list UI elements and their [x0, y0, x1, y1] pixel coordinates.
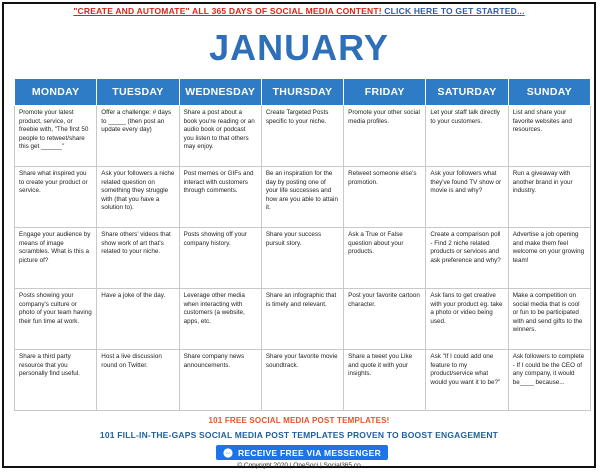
day-header-wednesday: WEDNESDAY — [179, 79, 261, 106]
calendar-cell: Ask your followers what they've found TV show or movie is and why? — [426, 167, 508, 228]
calendar-week-row — [15, 167, 591, 228]
copyright-text: © Copyright 2020 | OneSoci | Social365.co — [237, 462, 361, 469]
day-header-saturday: SATURDAY — [426, 79, 508, 106]
calendar-cell: Share a post about a book you're reading or an audio book or podcast you listen to that others may enjoy. — [179, 106, 261, 167]
calendar-cell: Host a live discussion round on Twitter. — [97, 350, 179, 411]
promo-headline: 101 FREE SOCIAL MEDIA POST TEMPLATES! — [208, 416, 390, 425]
calendar-cell: Ask your followers a niche related question on something they struggle with (that you have a solution to). — [97, 167, 179, 228]
receive-via-messenger-button[interactable] — [216, 445, 388, 460]
calendar-week-row — [15, 228, 591, 289]
calendar-cell: Promote your other social media profiles. — [344, 106, 426, 167]
cta-label: RECEIVE FREE VIA MESSENGER — [237, 447, 382, 458]
calendar-cell: Create Targeted Posts specific to your niche. — [261, 106, 343, 167]
day-header-thursday: THURSDAY — [261, 79, 343, 106]
calendar-week-row — [15, 350, 591, 411]
calendar-cell: Advertise a job opening and make them feel welcome on your growing team! — [508, 228, 590, 289]
top-banner-link[interactable] — [4, 6, 594, 16]
banner-red-text[interactable]: "CREATE AND AUTOMATE" ALL 365 DAYS OF SOCIAL MEDIA CONTENT! — [73, 6, 382, 16]
calendar-cell: Leverage other media when interacting with customers (a website, apps, etc. — [179, 289, 261, 350]
month-title: JANUARY — [209, 27, 389, 68]
calendar-cell: Create a comparison poll - Find 2 niche related products or services and ask preference and why? — [426, 228, 508, 289]
calendar-cell: Share a tweet you Like and quote it with your insights. — [344, 350, 426, 411]
day-header-tuesday: TUESDAY — [97, 79, 179, 106]
calendar-cell: Make a competition on social media that is cool or fun to be participated with and send gifts to the winners. — [508, 289, 590, 350]
day-header-row — [15, 79, 591, 106]
calendar-cell: Let your staff talk directly to your customers. — [426, 106, 508, 167]
calendar-cell: Share others' videos that show work of art that's related to your niche. — [97, 228, 179, 289]
calendar-cell: Be an inspiration for the day by posting one of your life successes and how are you able to attain it. — [261, 167, 343, 228]
calendar-table — [14, 78, 591, 411]
calendar-page — [2, 2, 596, 468]
calendar-cell: Engage your audience by means of image scrambles. What is this a picture of? — [15, 228, 97, 289]
calendar-cell: Ask followers to complete - If I could be the CEO of any company, it would be____ because... — [508, 350, 590, 411]
calendar-cell: Share your favorite movie soundtrack. — [261, 350, 343, 411]
day-header-friday: FRIDAY — [344, 79, 426, 106]
calendar-cell: Share a third party resource that you personally find useful. — [15, 350, 97, 411]
calendar-cell: Post memes or GIFs and interact with customers through comments. — [179, 167, 261, 228]
calendar-cell: Ask a True or False question about your products. — [344, 228, 426, 289]
calendar-cell: Post your favorite cartoon character. — [344, 289, 426, 350]
day-header-sunday: SUNDAY — [508, 79, 590, 106]
calendar-cell: Share company news announcements. — [179, 350, 261, 411]
calendar-week-row — [15, 289, 591, 350]
calendar-cell: Share an infographic that is timely and relevant. — [261, 289, 343, 350]
calendar-cell: Retweet someone else's promotion. — [344, 167, 426, 228]
banner-cta-text[interactable]: CLICK HERE TO GET STARTED... — [381, 6, 525, 16]
promo-subheadline: 101 FILL-IN-THE-GAPS SOCIAL MEDIA POST TEMPLATES PROVEN TO BOOST ENGAGEMENT — [99, 430, 499, 440]
calendar-cell: Promote your latest product, service, or freebie with, "The first 50 people to retweet/share this get ______" — [15, 106, 97, 167]
calendar-cell: Share your success pursuit story. — [261, 228, 343, 289]
calendar-cell: Posts showing off your company history. — [179, 228, 261, 289]
calendar-cell: Have a joke of the day. — [97, 289, 179, 350]
calendar-cell: Run a giveaway with another brand in your industry. — [508, 167, 590, 228]
calendar-cell: Share what inspired you to create your product or service. — [15, 167, 97, 228]
calendar-cell: Ask "If I could add one feature to my product/service what would you want it to be?" — [426, 350, 508, 411]
calendar-cell: Offer a challenge: # days to _____ (then post an update every day) — [97, 106, 179, 167]
day-header-monday: MONDAY — [15, 79, 97, 106]
calendar-week-row — [15, 106, 591, 167]
messenger-icon — [223, 448, 233, 458]
calendar-cell: List and share your favorite websites and resources. — [508, 106, 590, 167]
calendar-cell: Ask fans to get creative with your product eg. take a photo or video being used. — [426, 289, 508, 350]
calendar-cell: Posts showing your company's culture or photo of your team having their fun time at work. — [15, 289, 97, 350]
